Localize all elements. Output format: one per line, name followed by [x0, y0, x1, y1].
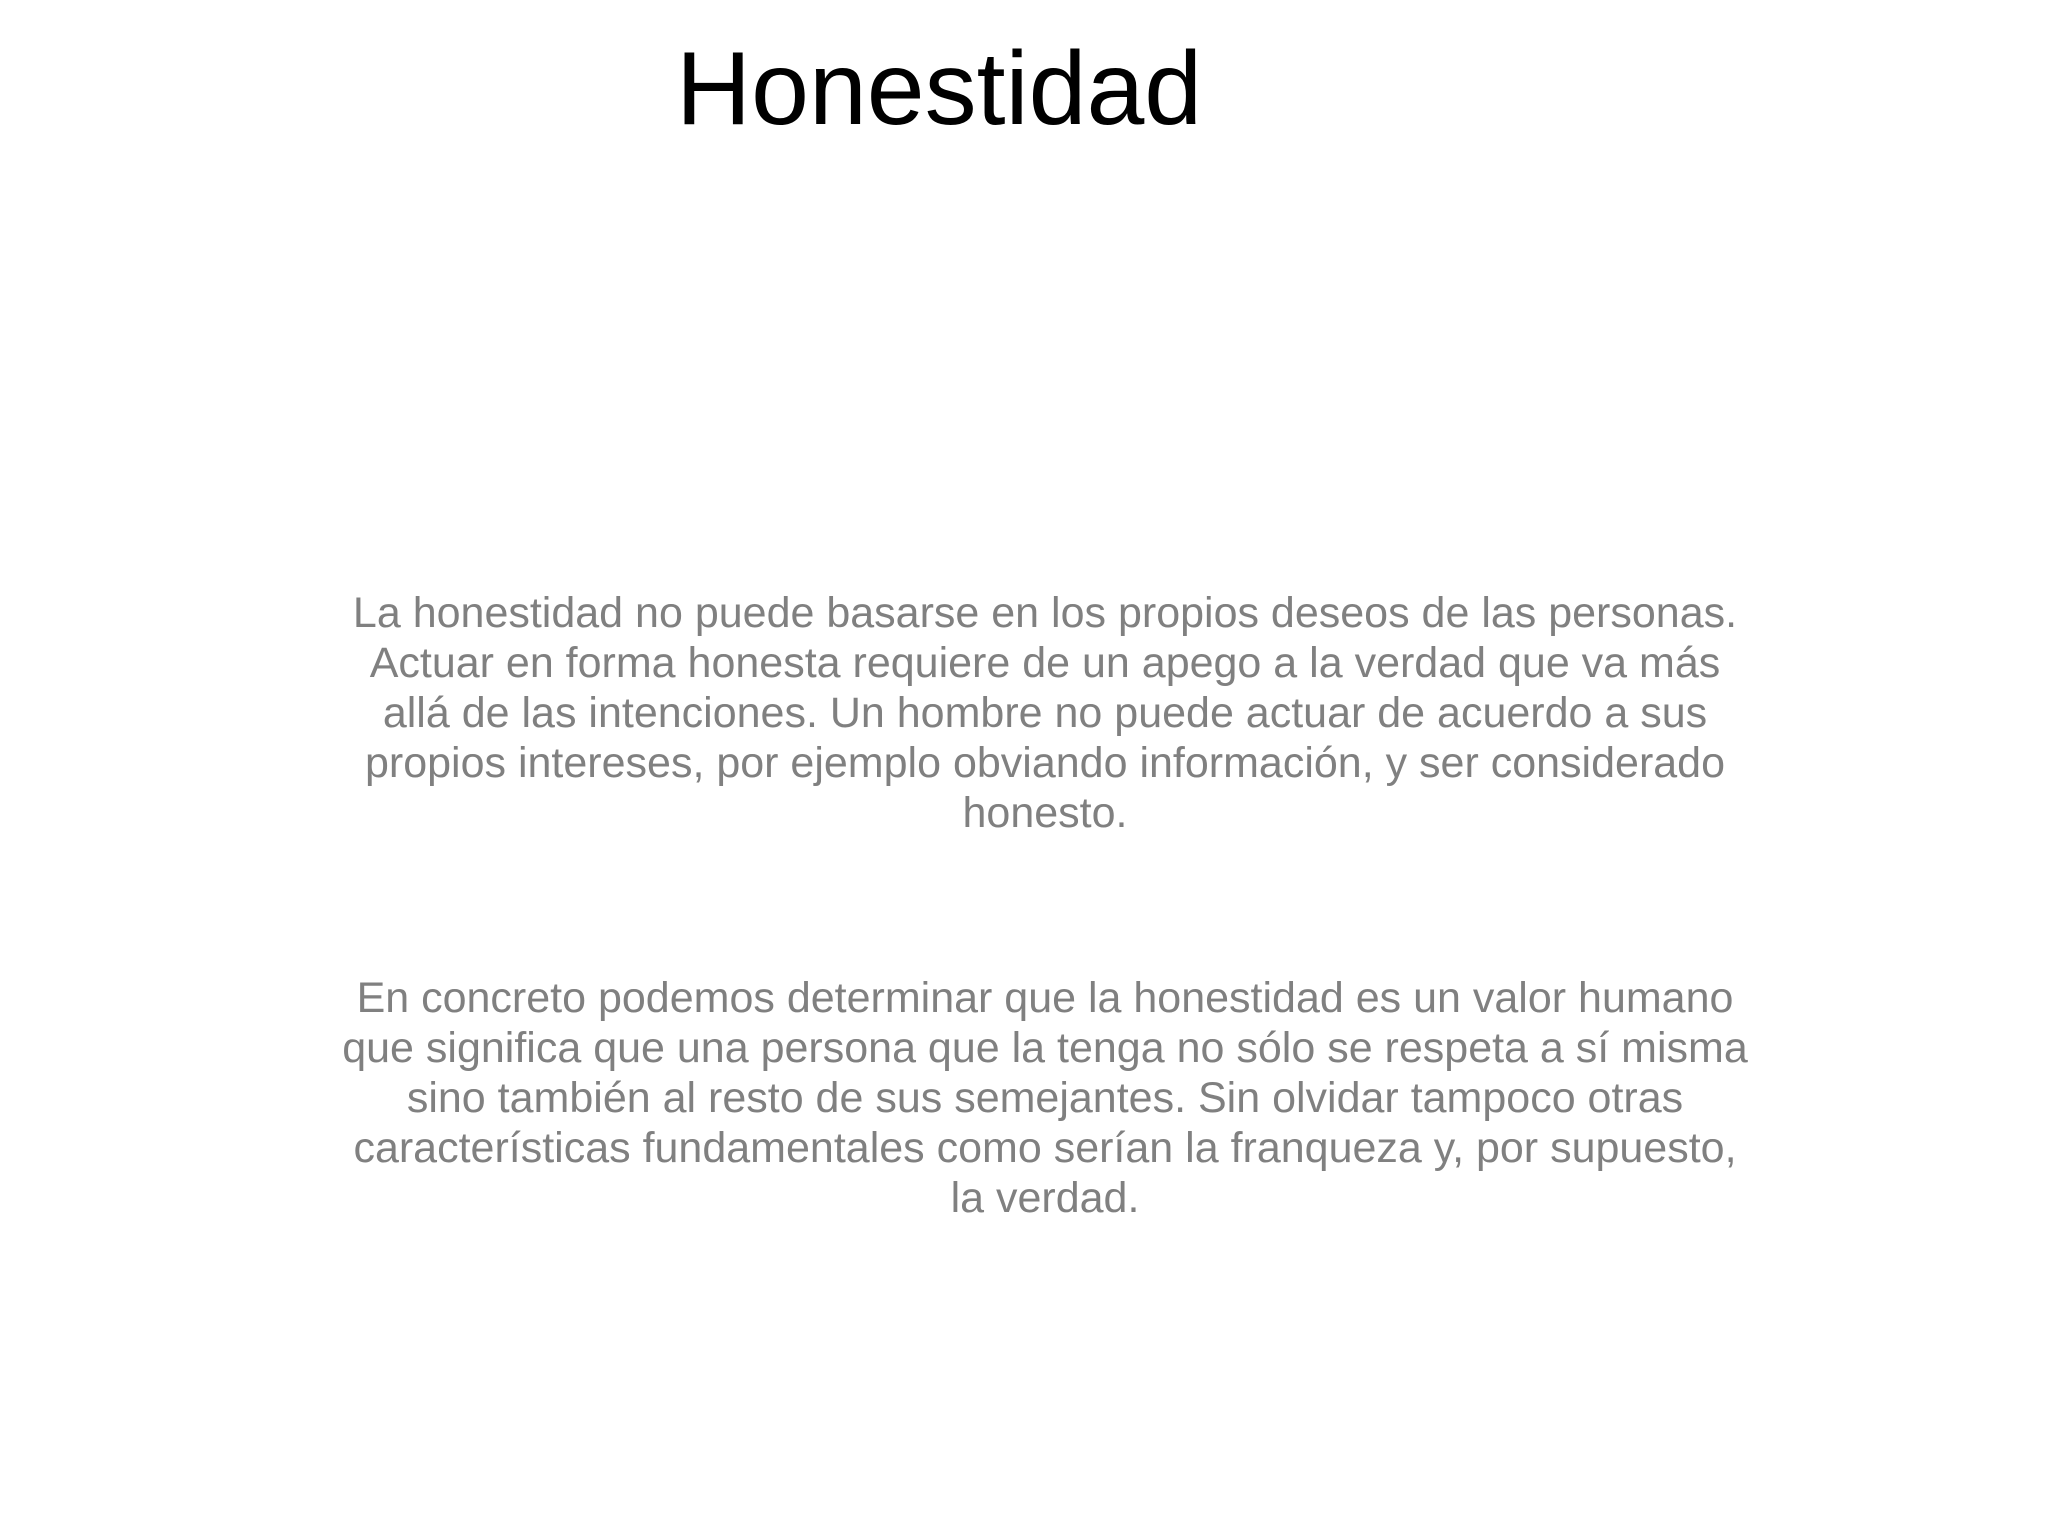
body-paragraph-2: En concreto podemos determinar que la honestidad es un valor humano que significa que una persona que la tenga no sólo se respeta a sí misma sino también al resto de sus semejantes. Sin olvidar tampoco otras características fundamentales como serían la franqueza y, por supuesto, la verdad. — [342, 974, 1748, 1222]
body-paragraph-1: La honestidad no puede basarse en los propios deseos de las personas. Actuar en forma honesta requiere de un apego a la verdad que va más allá de las intenciones. Un hombre no puede actuar de acuerdo a sus propios intereses, por ejemplo obviando información, y ser considerado honesto. — [352, 589, 1738, 837]
slide-title: Honestidad — [676, 31, 1203, 147]
